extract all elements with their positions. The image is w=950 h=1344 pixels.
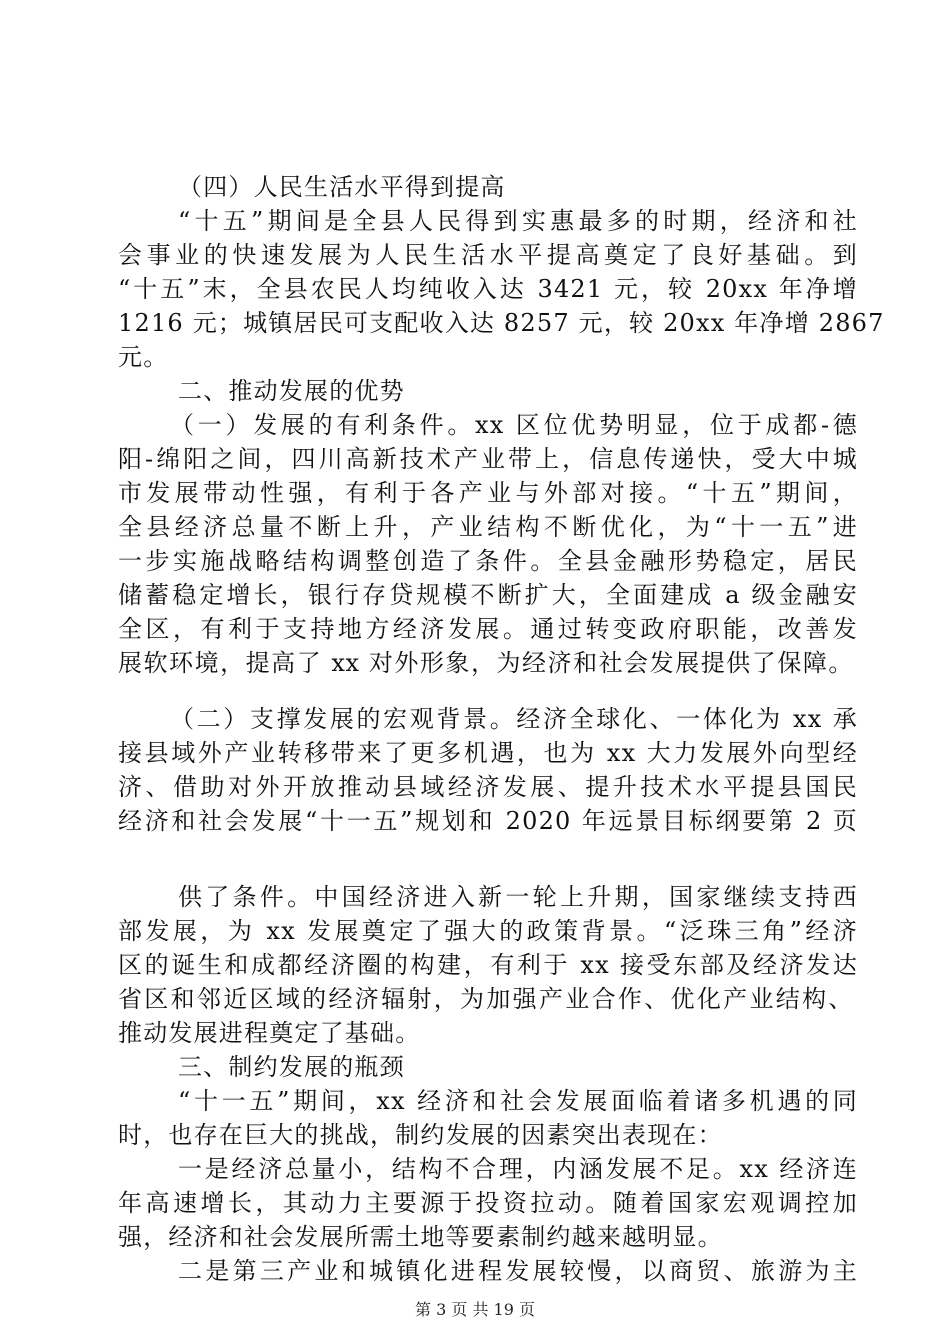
paragraph-line: 推动发展进程奠定了基础。 (118, 1019, 421, 1047)
paragraph-line: 1216 元；城镇居民可支配收入达 8257 元，较 20xx 年净增 2867 (118, 309, 885, 337)
paragraph-line: 元。 (118, 343, 169, 371)
paragraph-line: 区的诞生和成都经济圈的构建，有利于 xx 接受东部及经济发达 (118, 951, 858, 979)
paragraph-line: 部发展，为 xx 发展奠定了强大的政策背景。“泛珠三角”经济 (118, 917, 858, 945)
paragraph-line: 储蓄稳定增长，银行存贷规模不断扩大，全面建成 a 级金融安 (118, 581, 858, 609)
paragraph-line: （二）支撑发展的宏观背景。经济全球化、一体化为 xx 承 (170, 705, 858, 733)
paragraph-line: 二是第三产业和城镇化进程发展较慢，以商贸、旅游为主 (178, 1257, 858, 1285)
section-heading: （四）人民生活水平得到提高 (178, 173, 506, 201)
paragraph-line: 供了条件。中国经济进入新一轮上升期，国家继续支持西 (178, 883, 858, 911)
paragraph-line: 阳-绵阳之间，四川高新技术产业带上，信息传递快，受大中城 (118, 445, 858, 473)
paragraph-line: 市发展带动性强，有利于各产业与外部对接。“十五”期间， (118, 479, 858, 507)
paragraph-line: 一是经济总量小，结构不合理，内涵发展不足。xx 经济连 (178, 1155, 858, 1183)
paragraph-line: 强，经济和社会发展所需土地等要素制约越来越明显。 (118, 1223, 723, 1251)
paragraph-line: “十五”末，全县农民人均纯收入达 3421 元，较 20xx 年净增 (118, 275, 858, 303)
paragraph-line: “十一五”期间，xx 经济和社会发展面临着诸多机遇的同 (178, 1087, 858, 1115)
paragraph-line: 济、借助对外开放推动县域经济发展、提升技术水平提县国民 (118, 773, 858, 801)
section-heading: 三、制约发展的瓶颈 (178, 1053, 405, 1081)
paragraph-line: 会事业的快速发展为人民生活水平提高奠定了良好基础。到 (118, 241, 858, 269)
paragraph-line: 省区和邻近区域的经济辐射，为加强产业合作、优化产业结构、 (118, 985, 853, 1013)
paragraph-line: 年高速增长，其动力主要源于投资拉动。随着国家宏观调控加 (118, 1189, 858, 1217)
section-heading: 二、推动发展的优势 (178, 377, 405, 405)
paragraph-line: 经济和社会发展“十一五”规划和 2020 年远景目标纲要第 2 页 (118, 807, 858, 835)
paragraph-line: 时，也存在巨大的挑战，制约发展的因素突出表现在： (118, 1121, 723, 1149)
paragraph-line: 展软环境，提高了 xx 对外形象，为经济和社会发展提供了保障。 (118, 649, 853, 677)
paragraph-line: 全县经济总量不断上升，产业结构不断优化，为“十一五”进 (118, 513, 858, 541)
page-footer: 第 3 页 共 19 页 (415, 1300, 535, 1319)
paragraph-line: 接县域外产业转移带来了更多机遇，也为 xx 大力发展外向型经 (118, 739, 858, 767)
paragraph-line: 全区，有利于支持地方经济发展。通过转变政府职能，改善发 (118, 615, 858, 643)
paragraph-line: 一步实施战略结构调整创造了条件。全县金融形势稳定，居民 (118, 547, 858, 575)
paragraph-line: “十五”期间是全县人民得到实惠最多的时期，经济和社 (178, 207, 858, 235)
paragraph-line: （一）发展的有利条件。xx 区位优势明显，位于成都-德 (170, 411, 858, 439)
